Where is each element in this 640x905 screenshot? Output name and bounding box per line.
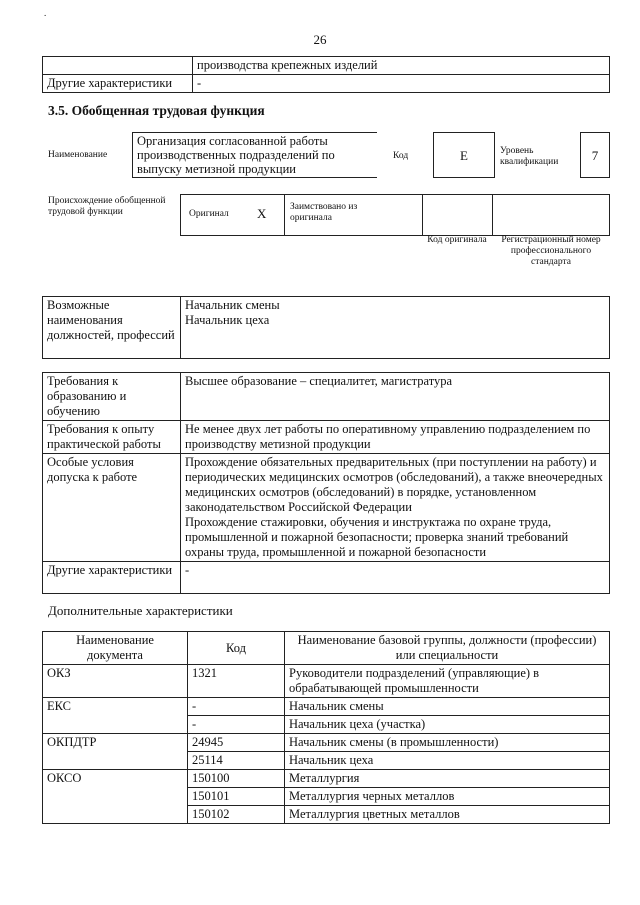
row-name: Металлургия черных металлов <box>285 788 610 806</box>
page-number: 26 <box>313 32 327 47</box>
requirement-text: Прохождение обязательных предварительных (при поступлении на работу) и периодических медицинских осмотров (обследований), а также внеочередных медицинских осмотров (обследований) в порядке, установленном законодательством Российской Федерации <box>185 455 603 514</box>
header-name: Наименование базовой группы, должности (профессии) или специальности <box>285 632 610 665</box>
row-code: 150101 <box>188 788 285 806</box>
row-name: Начальник смены (в промышленности) <box>285 734 610 752</box>
row-code: 150100 <box>188 770 285 788</box>
row-name: Начальник цеха <box>285 752 610 770</box>
positions-label: Возможные наименования должностей, профессий <box>43 297 181 359</box>
requirement-label: Другие характеристики <box>43 562 181 594</box>
table-row <box>43 665 610 698</box>
requirement-label: Особые условия допуска к работе <box>43 454 181 562</box>
row-code: 1321 <box>188 665 285 698</box>
top-table-label: Другие характеристики <box>43 75 193 93</box>
top-table-value: - <box>193 75 610 93</box>
row-code: 24945 <box>188 734 285 752</box>
row-code: - <box>188 716 285 734</box>
table-row <box>43 562 610 594</box>
header-doc: Наименование документа <box>43 632 188 665</box>
origin-code-caption: Код оригинала <box>427 235 487 245</box>
gtf-level-label: Уровень квалификации <box>500 146 559 167</box>
origin-original-mark: X <box>257 206 267 221</box>
gtf-name-label: Наименование <box>48 150 108 160</box>
scan-mark: . <box>44 8 47 18</box>
row-doc: ОКПДТР <box>43 734 188 770</box>
row-name: Металлургия цветных металлов <box>285 806 610 824</box>
positions-values <box>181 297 610 359</box>
row-name: Начальник цеха (участка) <box>285 716 610 734</box>
origin-divider <box>492 194 493 236</box>
table-row <box>43 297 610 359</box>
table-row <box>43 57 610 75</box>
requirement-label: Требования к опыту практической работы <box>43 421 181 454</box>
requirement-value <box>181 454 610 562</box>
top-table-label <box>43 57 193 75</box>
row-name: Начальник смены <box>285 698 610 716</box>
table-row <box>43 770 610 788</box>
table-row <box>43 632 610 665</box>
gtf-code-value: E <box>433 132 495 178</box>
positions-table <box>42 296 610 359</box>
requirement-text: Прохождение стажировки, обучения и инструктажа по охране труда, промышленной и пожарной безопасности; проверка знаний требований охраны труда, промышленной и пожарной безопасности <box>185 515 569 559</box>
requirement-label: Требования к образованию и обучению <box>43 373 181 421</box>
additional-title: Дополнительные характеристики <box>48 603 233 618</box>
table-row <box>43 75 610 93</box>
top-table-value: производства крепежных изделий <box>193 57 610 75</box>
table-row <box>43 454 610 562</box>
row-name: Металлургия <box>285 770 610 788</box>
section-title: 3.5. Обобщенная трудовая функция <box>48 103 265 118</box>
gtf-name-value: Организация согласованной работы производственных подразделений по выпуску метизной продукции <box>132 132 377 178</box>
additional-table <box>42 631 610 824</box>
table-row <box>43 421 610 454</box>
table-row <box>43 373 610 421</box>
row-doc: ОКЗ <box>43 665 188 698</box>
origin-reg-caption: Регистрационный номер профессионального стандарта <box>501 235 601 267</box>
origin-label: Происхождение обобщенной трудовой функции <box>48 196 166 217</box>
row-code: 150102 <box>188 806 285 824</box>
table-row <box>43 698 610 716</box>
requirement-value: Не менее двух лет работы по оперативному управлению подразделением по производству метизной продукции <box>181 421 610 454</box>
position-item: Начальник цеха <box>185 313 270 327</box>
gtf-level-value: 7 <box>580 132 610 178</box>
origin-divider <box>284 194 285 236</box>
requirement-value: - <box>181 562 610 594</box>
row-code: 25114 <box>188 752 285 770</box>
origin-borrowed-label: Заимствовано из оригинала <box>290 202 358 223</box>
origin-divider <box>422 194 423 236</box>
table-row <box>43 734 610 752</box>
position-item: Начальник смены <box>185 298 280 312</box>
header-code: Код <box>188 632 285 665</box>
top-table <box>42 56 610 93</box>
origin-box <box>180 194 610 236</box>
row-doc: ЕКС <box>43 698 188 734</box>
gtf-code-label: Код <box>393 151 409 161</box>
origin-original-label: Оригинал <box>189 209 229 219</box>
requirements-table <box>42 372 610 594</box>
requirement-value: Высшее образование – специалитет, магистратура <box>181 373 610 421</box>
row-code: - <box>188 698 285 716</box>
row-name: Руководители подразделений (управляющие) в обрабатывающей промышленности <box>285 665 610 698</box>
row-doc: ОКСО <box>43 770 188 824</box>
